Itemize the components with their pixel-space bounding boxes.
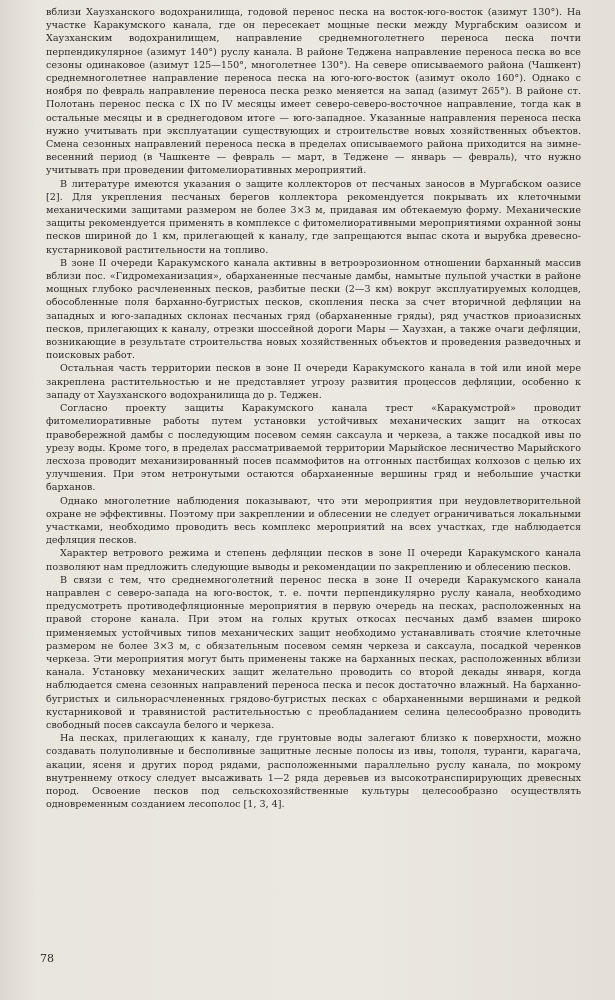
page-number: 78 [40, 952, 54, 965]
paragraph-active-areas: В зоне II очереди Каракумского канала активны в ветроэрозионном отношении барханный массив вблизи пос. «Гидромеханизация», обарханенные песчаные дамбы, намытые пульпой участки в районе мощных глубоко расчлененных песков, разбитые пески (2—3 км) вокруг эксплуатируемых колодцев, обособленные поля барханно-бугристых песков, скопления песка за счет вторичной дефляции на западных и юго-западных склонах песчаных гряд (обарханенные гряды), ряд участков приоазисных песков, прилегающих к каналу, отрезки шоссейной дороги Мары — Хаузхан, а также очаги дефляции, возникающие в результате строительства новых хозяйственных объектов и проведения разведочных и поисковых работ. [46, 257, 581, 362]
body-text [46, 6, 581, 811]
paragraph-protection-project: Согласно проекту защиты Каракумского канала трест «Каракумстрой» проводит фитомелиоративные работы путем установки устойчивых механических защит на откосах правобережной дамбы с последующим посевом семян саксаула и черкеза, а также посадкой ивы по урезу воды. Кроме того, в пределах рассматриваемой территории Марыйское лесничество Марыйского лесхоза проводит механизированный посев псаммофитов на отгонных пастбищах колхозов с целью их улучшения. При этом нетронутыми остаются обарханенные вершины гряд и небольшие участки барханов. [46, 403, 581, 494]
paragraph-wind-transport: вблизи Хаузханского водохранилища, годовой перенос песка на восток-юго-восток (азимут 130°). На участке Каракумского канала, где он пересекает мощные пески между Мургабским оазисом и Хаузханским водохранилищем, направление среднемноголетнего переноса песка почти перпендикулярное (азимут 140°) руслу канала. В районе Теджена направление переноса песка во все сезоны одинаковое (азимут 125—150°, многолетнее 130°). На севере описываемого района (Чашкент) среднемноголетнее направление переноса песка на юго-юго-восток (азимут около 160°). Однако с ноября по февраль направление переноса песка резко меняется на запад (азимут 265°). В районе ст. Полотань перенос песка с IX по IV месяцы имеет северо-северо-восточное направление, тогда как в остальные месяцы и в среднегодовом итоге — юго-западное. Указанные направления переноса песка нужно учитывать при эксплуатации существующих и строительстве новых хозяйственных объектов. Смена сезонных направлений переноса песка в пределах описываемого района приходится на зимне-весенний период (в Чашкенте — февраль — март, в Теджене — январь — февраль), что нужно учитывать при проведении фитомелиоративных мероприятий. [46, 7, 581, 177]
paragraph-recommendations: В связи с тем, что среднемноголетний перенос песка в зоне II очереди Каракумского канала направлен с северо-запада на юго-восток, т. е. почти перпендикулярно руслу канала, необходимо предусмотреть противодефляционные мероприятия в первую очередь на песках, расположенных на правой стороне канала. При этом на голых крутых откосах песчаных дамб взамен широко применяемых устойчивых типов механических защит необходимо устанавливать стоячие клеточные размером не более 3×3 м, с обязательным посевом семян черкеза и саксаула, посадкой черенков черкеза. Эти мероприятия могут быть применены также на барханных песках, расположенных вблизи канала. Установку механических защит желательно проводить со второй декады января, когда наблюдается смена сезонных направлений переноса песка и песок достаточно влажный. На барханно-бугристых и сильнорасчлененных грядово-бугристых песках с обарханенными вершинами и редкой кустарниковой и травянистой растительностью с преобладанием селина целесообразно проводить свободный посев саксаула белого и черкеза. [46, 574, 581, 731]
paragraph-stable-territory: Остальная часть территории песков в зоне II очереди Каракумского канала в той или иной мере закреплена растительностью и не представляет угрозу развития процессов дефляции, особенно к западу от Хаузханского водохранилища до р. Теджен. [46, 363, 581, 401]
paragraph-conclusions-intro: Характер ветрового режима и степень дефляции песков в зоне II очереди Каракумского канала позволяют нам предложить следующие выводы и рекомендации по закреплению и облесению песков. [46, 548, 581, 573]
paragraph-forest-belts: На песках, прилегающих к каналу, где грунтовые воды залегают близко к поверхности, можно создавать полуполивные и бесполивные защитные лесные полосы из ивы, тополя, туранги, карагача, акации, ясеня и других пород рядами, расположенными параллельно руслу канала, по мокрому внутреннему откосу следует высаживать 1—2 ряда деревьев из высокотранспирирующих древесных пород. Освоение песков под сельскохозяйственные культуры целесообразно осуществлять одновременным созданием лесополос [1, 3, 4]. [46, 733, 581, 811]
paragraph-collector-protection: В литературе имеются указания о защите коллекторов от песчаных заносов в Мургабском оазисе [2]. Для укрепления песчаных берегов коллектора рекомендуется покрывать их клеточными механическими защитами размером не более 3×3 м, придавая им обтекаемую форму. Механические защиты рекомендуется применять в комплексе с фитомелиоративными мероприятиями охранной зоны песков шириной до 1 км, прилегающей к каналу, где запрещаются выпас скота и вырубка древесно-кустарниковой растительности на топливо. [46, 178, 581, 256]
paragraph-observations: Однако многолетние наблюдения показывают, что эти мероприятия при неудовлетворительной охране не эффективны. Поэтому при закреплении и облесении не следует ограничиваться локальными участками, необходимо проводить весь комплекс мероприятий на всех участках, где наблюдается дефляция песков. [46, 495, 581, 547]
